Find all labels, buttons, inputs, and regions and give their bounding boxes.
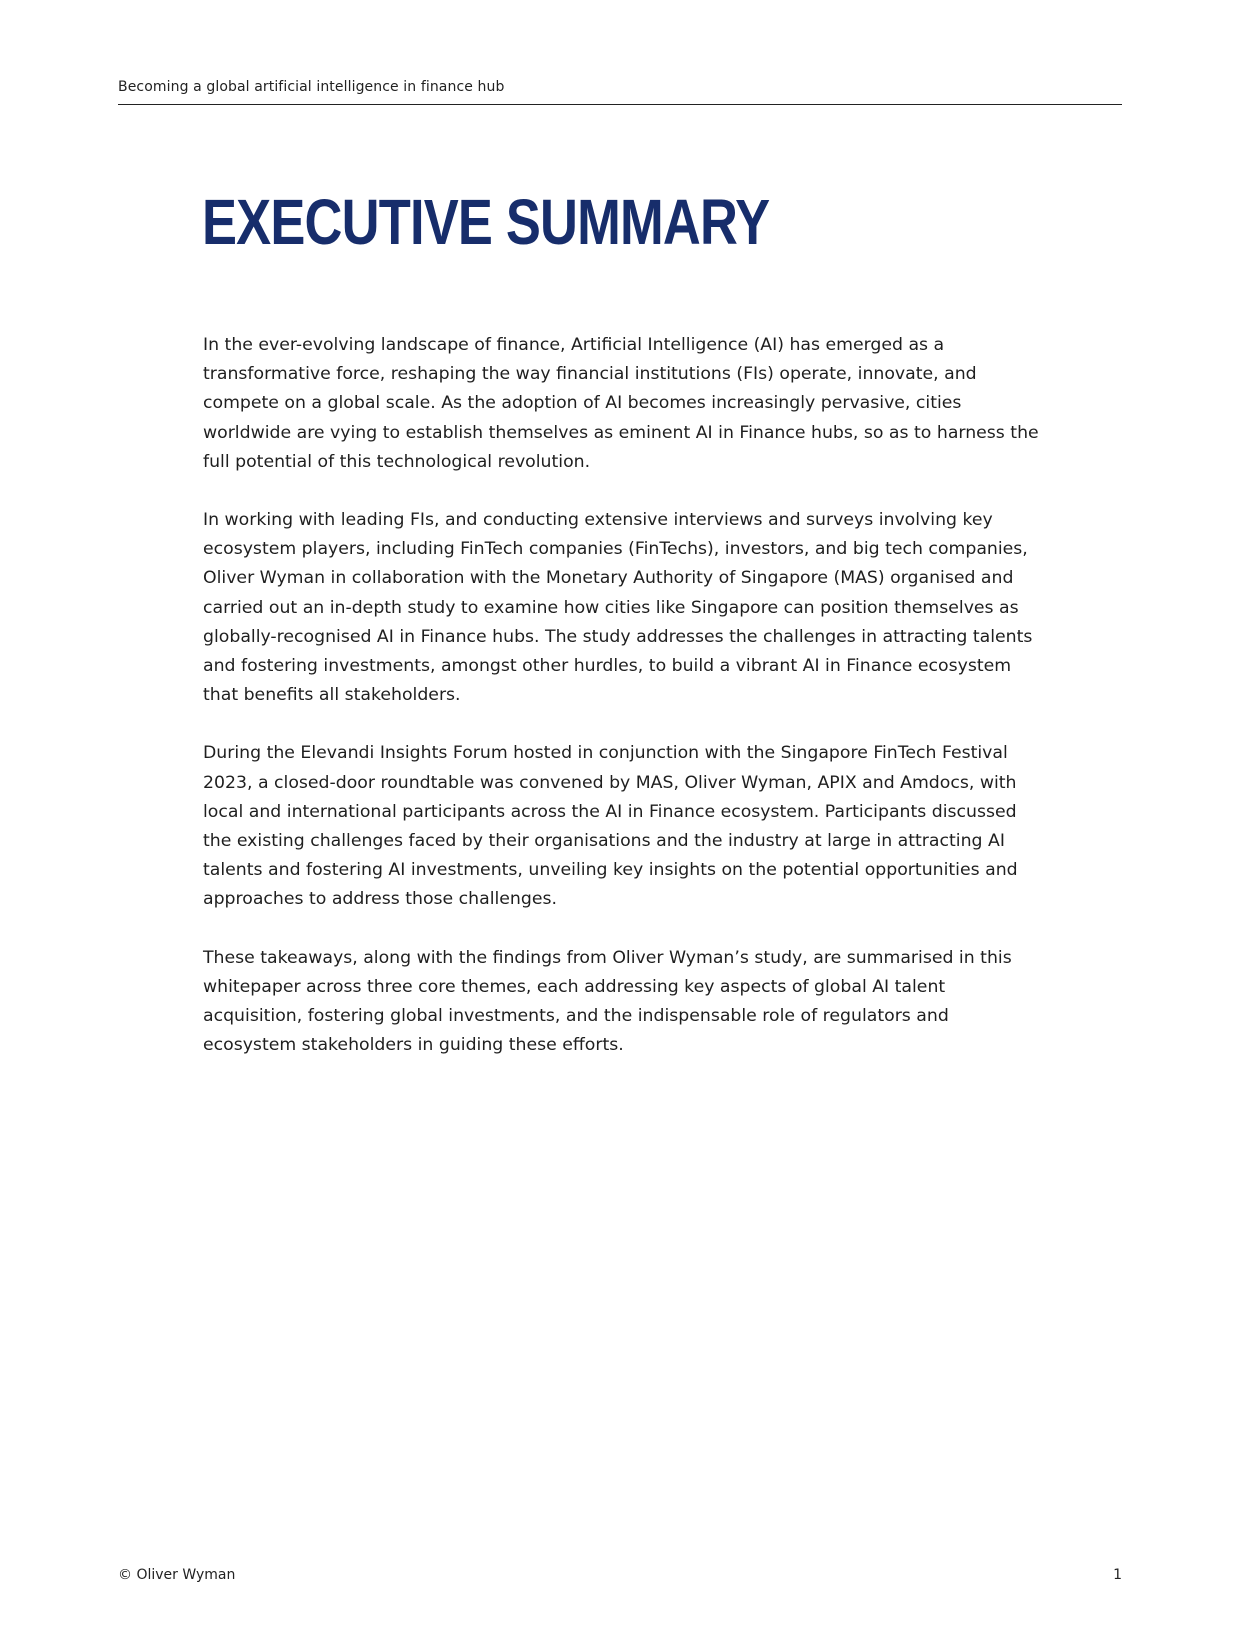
running-header: Becoming a global artificial intelligence in finance hub [118, 79, 505, 95]
footer-copyright: © Oliver Wyman [118, 1567, 236, 1583]
paragraph-4: These takeaways, along with the findings from Oliver Wyman’s study, are summarised in this whitepaper across three core themes, each addressing key aspects of global AI talent acquisition, fostering global investments, and the indispensable role of regulators and ecosystem stakeholders in guiding these efforts. [203, 947, 1012, 1056]
paragraph-1: In the ever-evolving landscape of finance, Artificial Intelligence (AI) has emerged as a transformative force, reshaping the way financial institutions (FIs) operate, innovate, and compete on a global scale. As the adoption of AI becomes increasingly pervasive, cities worldwide are vying to establish themselves as eminent AI in Finance hubs, so as to harness the full potential of this technological revolution. [203, 335, 1039, 472]
page-title: EXECUTIVE SUMMARY [202, 186, 770, 258]
executive-summary-body [203, 331, 1043, 1089]
paragraph-3: During the Elevandi Insights Forum hosted in conjunction with the Singapore FinTech Festival 2023, a closed-door roundtable was convened by MAS, Oliver Wyman, APIX and Amdocs, with local and international participants across the AI in Finance ecosystem. Participants discussed the existing challenges faced by their organisations and the industry at large in attracting AI talents and fostering AI investments, unveiling key insights on the potential opportunities and approaches to address those challenges. [203, 743, 1018, 910]
paragraph-2: In working with leading FIs, and conducting extensive interviews and surveys involving key ecosystem players, including FinTech companies (FinTechs), investors, and big tech companies, Oliver Wyman in collaboration with the Monetary Authority of Singapore (MAS) organised and carried out an in-depth study to examine how cities like Singapore can position themselves as globally-recognised AI in Finance hubs. The study addresses the challenges in attracting talents and fostering investments, amongst other hurdles, to build a vibrant AI in Finance ecosystem that benefits all stakeholders. [203, 510, 1033, 706]
page-number: 1 [1113, 1567, 1122, 1583]
header-divider [118, 104, 1122, 105]
